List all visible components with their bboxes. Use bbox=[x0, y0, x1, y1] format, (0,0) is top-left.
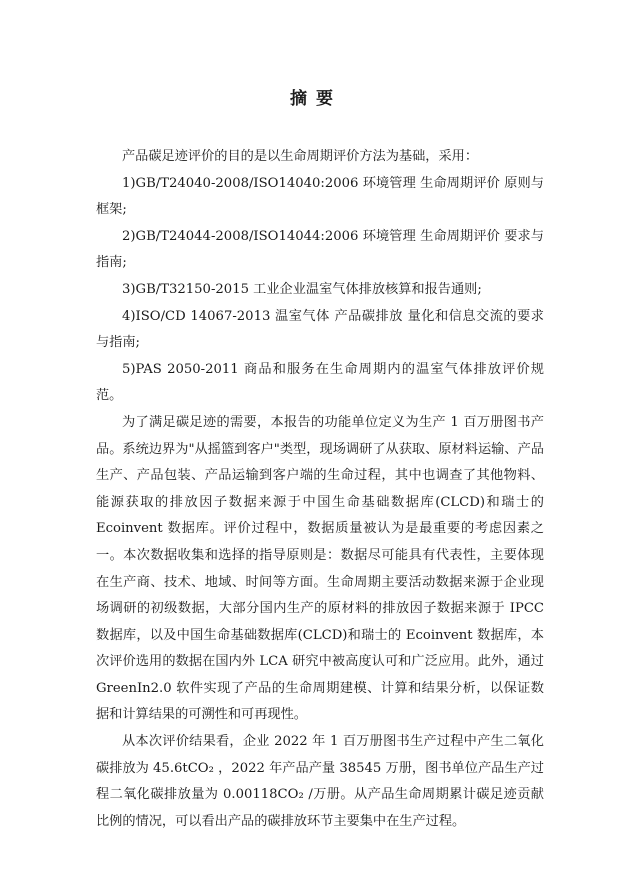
abstract-body bbox=[96, 144, 544, 835]
result-paragraph: 从本次评价结果看，企业 2022 年 1 百万册图书生产过程中产生二氧化碳排放为 45.6tCO₂ ，2022 年产品产量 38545 万册，图书单位产品生产过程二氧化碳排放量为 0.00118CO₂ /万册。从产品生命周期累计碳足迹贡献比例的情况，可以看出产品的碳排放环节主要集中在生产过程。 bbox=[96, 734, 544, 829]
standard-item-4: 4)ISO/CD 14067-2013 温室气体 产品碳排放 量化和信息交流的要求与指南; bbox=[96, 308, 544, 351]
method-paragraph: 为了满足碳足迹的需要，本报告的功能单位定义为生产 1 百万册图书产品。系统边界为"从摇篮到客户"类型，现场调研了从获取、原材料运输、产品生产、产品包装、产品运输到客户端的生命过程，其中也调查了其他物料、能源获取的排放因子数据来源于中国生命基础数据库(CLCD)和瑞士的 Ecoinvent 数据库。评价过程中，数据质量被认为是最重要的考虑因素之一。本次数据收集和选择的指导原则是：数据尽可能具有代表性，主要体现在生产商、技术、地域、时间等方面。生命周期主要活动数据来源于企业现场调研的初级数据，大部分国内生产的原材料的排放因子数据来源于 IPCC 数据库，以及中国生命基础数据库(CLCD)和瑞士的 Ecoinvent 数据库，本次评价选用的数据在国内外 LCA 研究中被高度认可和广泛应用。此外，通过 GreenIn2.0 软件实现了产品的生命周期建模、计算和结果分析，以保证数据和计算结果的可溯性和可再现性。 bbox=[96, 414, 544, 723]
page-title: 摘要 bbox=[290, 89, 342, 109]
intro-paragraph: 产品碳足迹评价的目的是以生命周期评价方法为基础，采用： bbox=[122, 149, 479, 164]
standard-item-1: 1)GB/T24040-2008/ISO14040:2006 环境管理 生命周期评价 原则与框架; bbox=[96, 175, 544, 218]
standard-item-3: 3)GB/T32150-2015 工业企业温室气体排放核算和报告通则; bbox=[122, 281, 482, 297]
standard-item-2: 2)GB/T24044-2008/ISO14044:2006 环境管理 生命周期评价 要求与指南; bbox=[96, 228, 544, 271]
standard-item-5: 5)PAS 2050-2011 商品和服务在生命周期内的温室气体排放评价规范。 bbox=[96, 361, 544, 404]
